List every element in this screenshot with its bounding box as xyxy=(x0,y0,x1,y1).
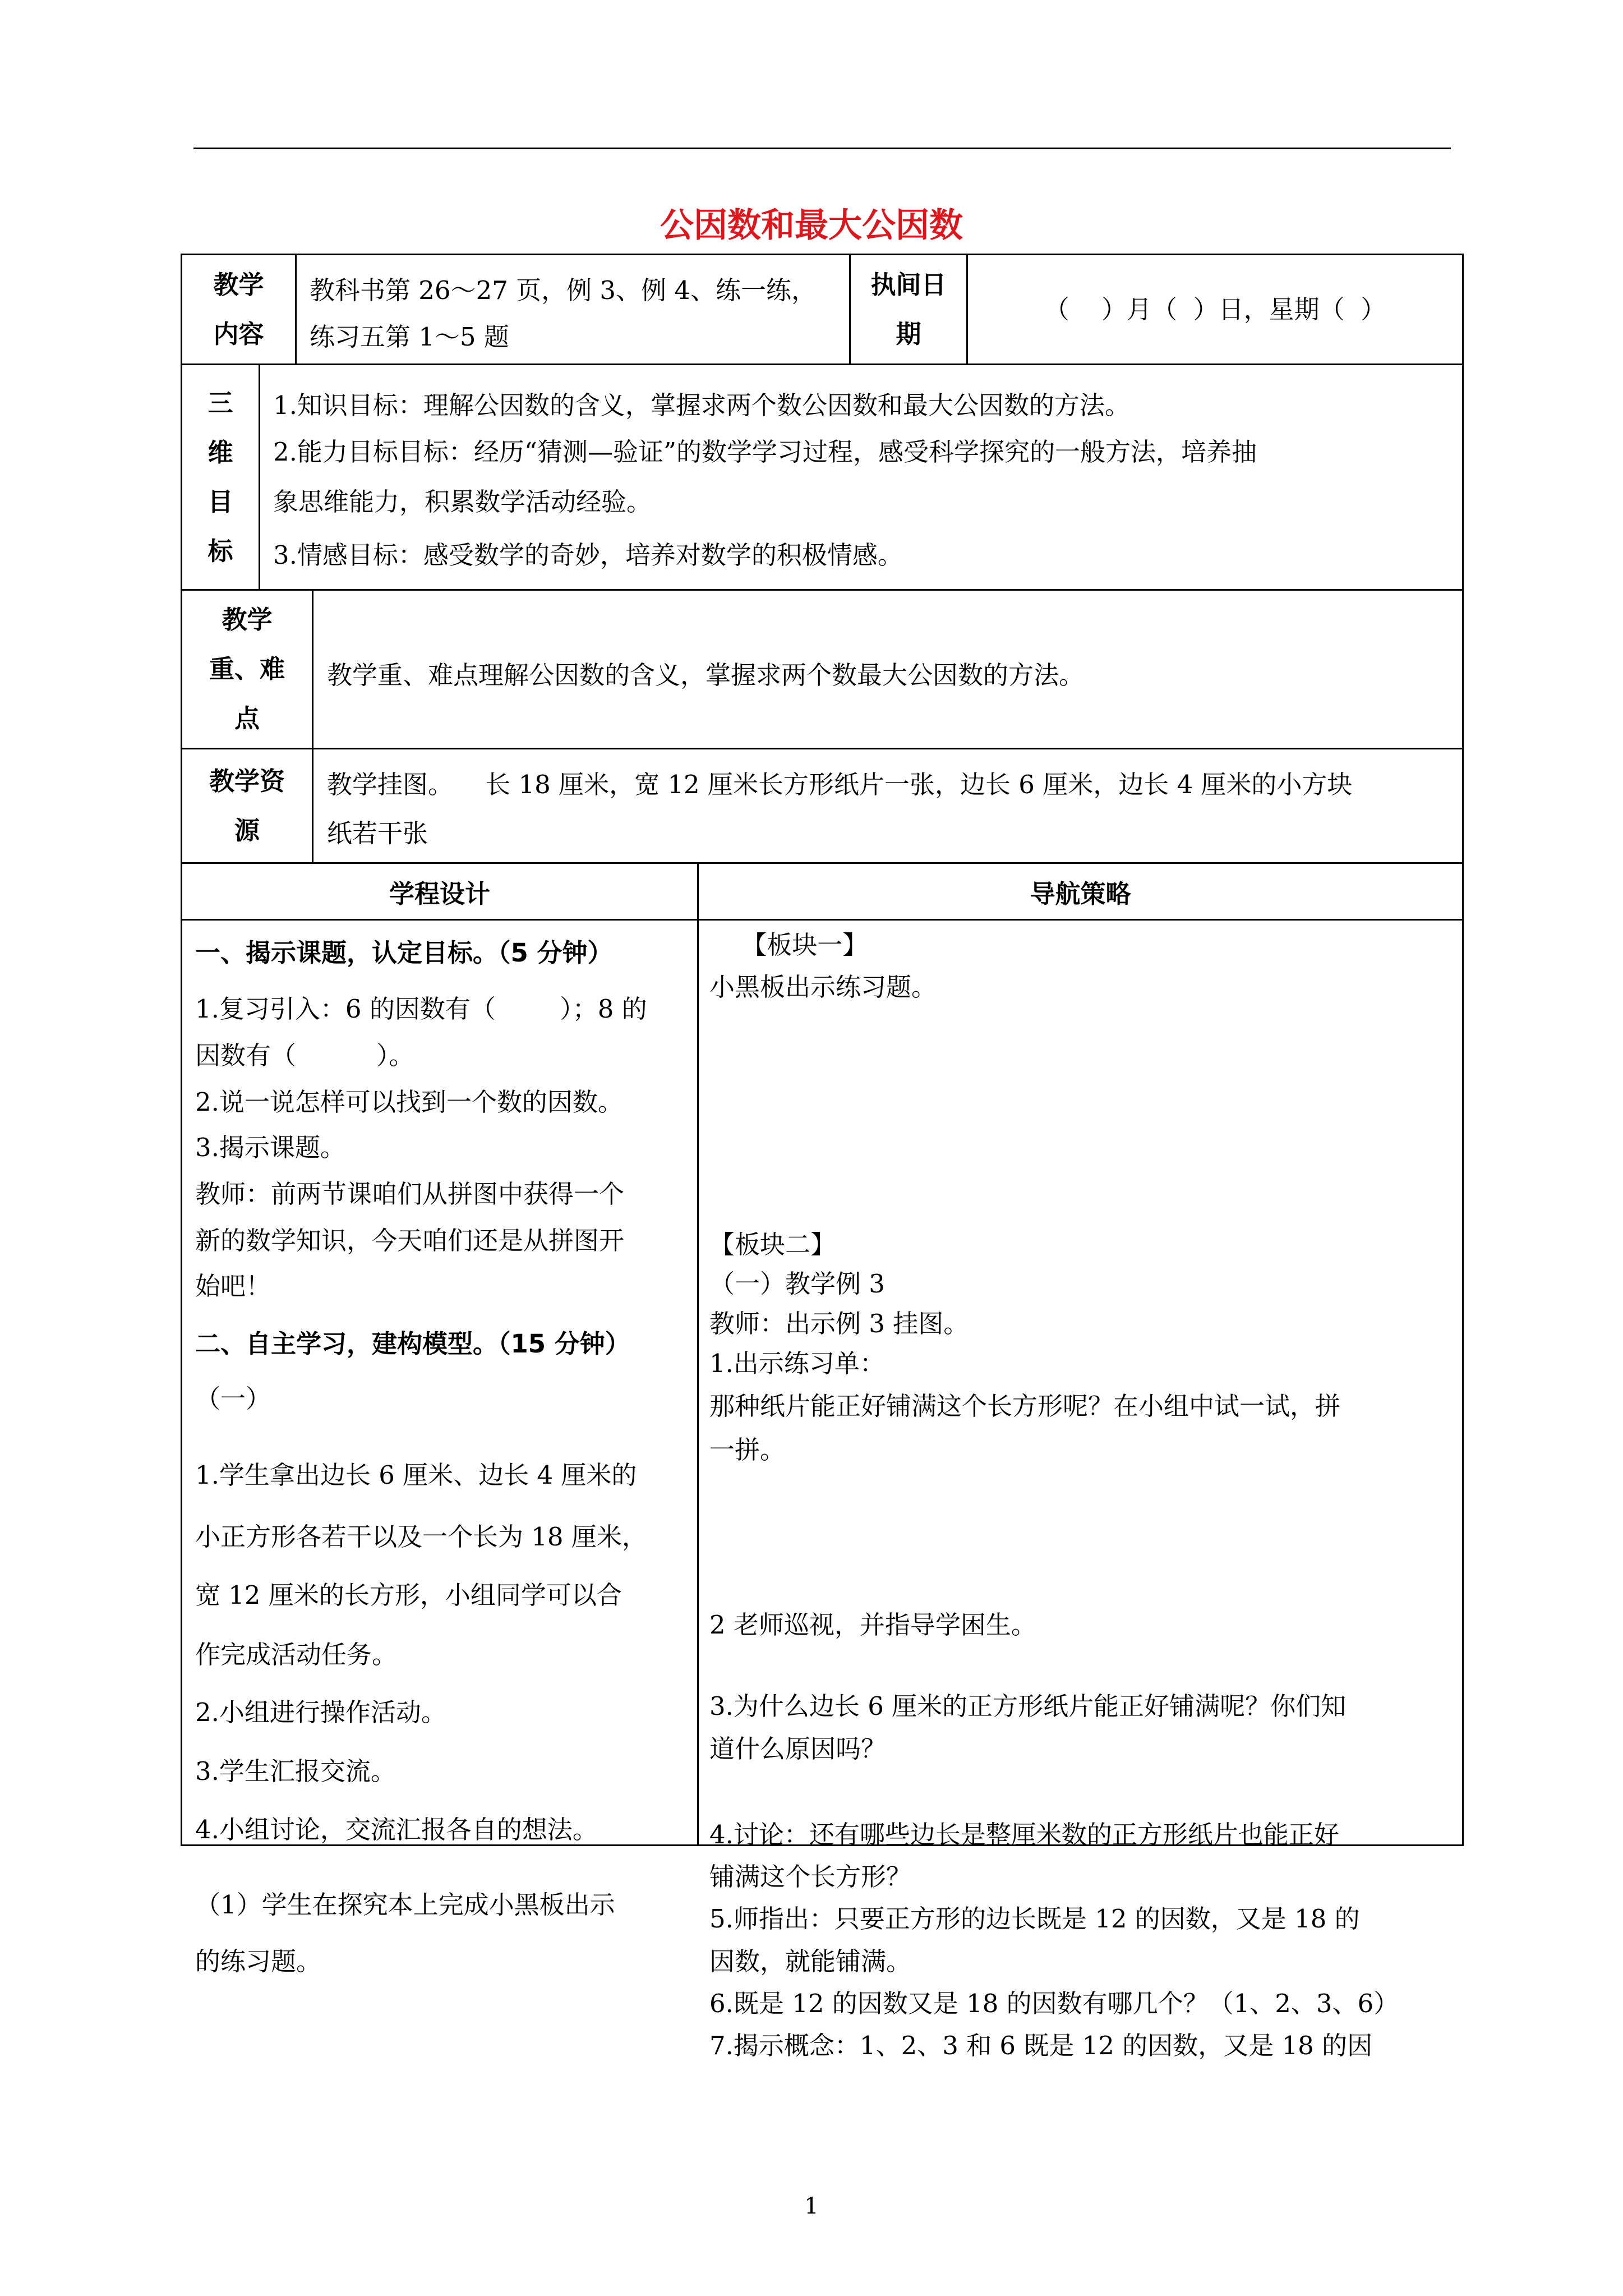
right-line: 铺满这个长方形？ xyxy=(709,1862,912,1892)
left-line: 小正方形各若干以及一个长为 18 厘米， xyxy=(195,1522,647,1552)
right-line: 那种纸片能正好铺满这个长方形呢？在小组中试一试，拼 xyxy=(709,1391,1341,1421)
goal-line: 象思维能力，积累数学活动经验。 xyxy=(273,487,652,517)
row-divider xyxy=(181,364,1464,365)
right-column-header xyxy=(699,864,1462,919)
right-line: （一）教学例 3 xyxy=(709,1269,885,1299)
left-line: 教师：前两节课咱们从拼图中获得一个 xyxy=(195,1179,625,1209)
left-line: 二、自主学习，建构模型。（15 分钟） xyxy=(195,1329,630,1359)
content-label-line: 内容 xyxy=(213,319,264,349)
goals-label-char: 三 xyxy=(208,388,233,418)
goals-label-char: 维 xyxy=(208,437,233,467)
keypoints-label-line: 重、难 xyxy=(209,654,285,684)
page-number: 1 xyxy=(804,2193,819,2219)
date-label xyxy=(851,255,966,364)
left-line: 的练习题。 xyxy=(195,1947,322,1976)
left-line: 3.学生汇报交流。 xyxy=(195,1756,396,1786)
header-rule xyxy=(193,148,1451,149)
right-line: 7.揭示概念：1、2、3 和 6 既是 12 的因数，又是 18 的因 xyxy=(709,2031,1373,2060)
keypoints-label-line: 点 xyxy=(234,703,260,733)
left-line: （1）学生在探究本上完成小黑板出示 xyxy=(195,1890,615,1920)
goals-label xyxy=(182,365,259,589)
right-line: 【板块一】 xyxy=(709,930,868,960)
right-line: 2 老师巡视，并指导学困生。 xyxy=(709,1610,1036,1640)
right-line: 5.师指出：只要正方形的边长既是 12 的因数，又是 18 的 xyxy=(709,1904,1360,1934)
keypoints-label xyxy=(182,591,312,748)
content-label xyxy=(182,255,295,364)
resources-text: 教学挂图。 长 18 厘米，宽 12 厘米长方形纸片一张，边长 6 厘米，边长 4 厘米的小方块 xyxy=(327,770,1353,799)
goal-line: 1.知识目标：理解公因数的含义，掌握求两个数公因数和最大公因数的方法。 xyxy=(273,390,1130,420)
resources-text: 纸若干张 xyxy=(327,818,428,848)
resources-label-line: 教学资 xyxy=(209,766,285,796)
left-line: 2.说一说怎样可以找到一个数的因数。 xyxy=(195,1087,623,1117)
content-label-line: 教学 xyxy=(213,269,264,300)
left-line: 始吧！ xyxy=(195,1271,271,1301)
col-divider xyxy=(259,364,260,589)
right-line: 4.讨论：还有哪些边长是整厘米数的正方形纸片也能正好 xyxy=(709,1820,1339,1849)
col-divider xyxy=(312,748,313,862)
left-column-header xyxy=(182,864,697,919)
right-line: 1.出示练习单： xyxy=(709,1349,885,1378)
goal-line: 2.能力目标目标：经历“猜测—验证”的数学学习过程，感受科学探究的一般方法，培养抽 xyxy=(273,437,1257,467)
left-line: 一、揭示课题，认定目标。（5 分钟） xyxy=(195,938,613,968)
left-line: 作完成活动任务。 xyxy=(195,1640,398,1669)
left-line: 新的数学知识，今天咱们还是从拼图开 xyxy=(195,1226,625,1255)
date-value-text: （ ）月（ ）日，星期（ ） xyxy=(1044,294,1386,324)
right-line: 小黑板出示练习题。 xyxy=(709,972,937,1002)
row-divider xyxy=(181,589,1464,591)
right-line: 6.既是 12 的因数又是 18 的因数有哪几个？（1、2、3、6） xyxy=(709,1989,1399,2018)
col-divider xyxy=(295,254,297,364)
left-line: 3.揭示课题。 xyxy=(195,1133,345,1162)
goal-line: 3.情感目标：感受数学的奇妙，培养对数学的积极情感。 xyxy=(273,540,903,570)
left-line: 4.小组讨论，交流汇报各自的想法。 xyxy=(195,1815,598,1844)
left-line: （一） xyxy=(195,1384,271,1414)
right-line: 道什么原因吗？ xyxy=(709,1734,887,1764)
left-line: 因数有（ ）。 xyxy=(195,1041,414,1070)
left-line: 1.复习引入：6 的因数有（ ）；8 的 xyxy=(195,994,647,1024)
left-line: 1.学生拿出边长 6 厘米、边长 4 厘米的 xyxy=(195,1460,637,1490)
col-divider xyxy=(312,589,313,748)
left-column-header-text: 学程设计 xyxy=(389,878,490,909)
goals-label-char: 目 xyxy=(208,486,233,517)
content-text: 教科书第 26～27 页，例 3、例 4、练一练， xyxy=(310,275,817,305)
row-divider xyxy=(181,748,1464,749)
right-line: 一拼。 xyxy=(709,1435,786,1465)
right-line: 3.为什么边长 6 厘米的正方形纸片能正好铺满呢？你们知 xyxy=(709,1691,1347,1721)
keypoints-label-line: 教学 xyxy=(222,605,273,634)
col-divider xyxy=(697,862,699,1846)
left-line: 2.小组进行操作活动。 xyxy=(195,1697,446,1727)
resources-label xyxy=(182,749,312,862)
right-line: 教师：出示例 3 挂图。 xyxy=(709,1309,969,1338)
date-label-line: 期 xyxy=(896,319,921,349)
content-text: 练习五第 1～5 题 xyxy=(310,322,509,352)
left-line: 宽 12 厘米的长方形，小组同学可以合 xyxy=(195,1580,622,1610)
resources-label-line: 源 xyxy=(234,815,260,845)
date-value xyxy=(968,255,1462,364)
right-line: 【板块二】 xyxy=(709,1230,836,1259)
goals-label-char: 标 xyxy=(208,536,233,566)
page-title: 公因数和最大公因数 xyxy=(660,206,963,245)
keypoints-text: 教学重、难点理解公因数的含义，掌握求两个数最大公因数的方法。 xyxy=(327,660,1085,690)
right-column-header-text: 导航策略 xyxy=(1030,878,1131,909)
right-line: 因数，就能铺满。 xyxy=(709,1947,912,1976)
date-label-line: 执间日 xyxy=(870,269,947,300)
